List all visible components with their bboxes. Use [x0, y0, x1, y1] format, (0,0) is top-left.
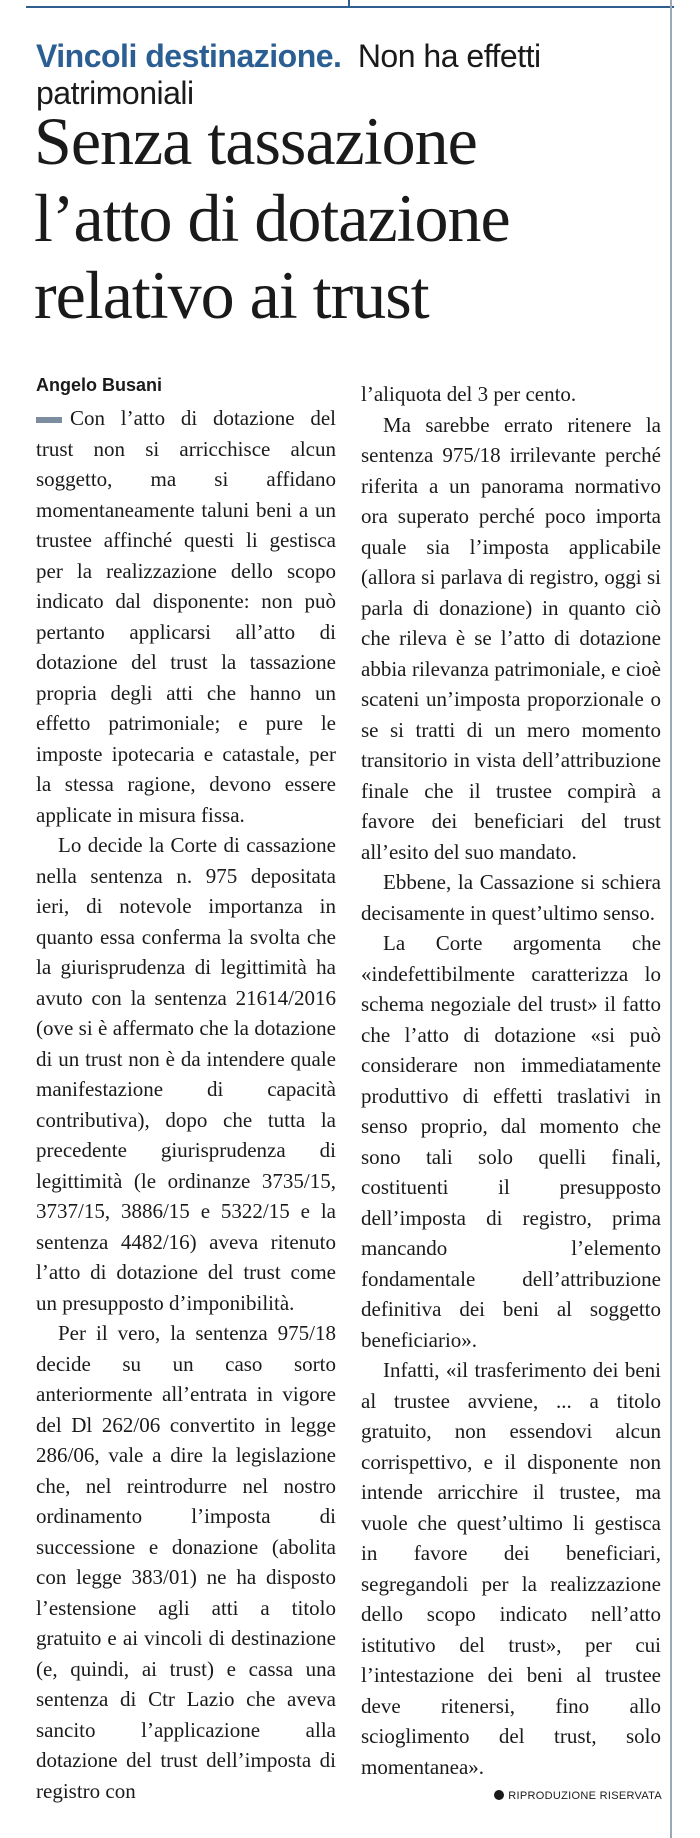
paragraph-text: Con l’atto di dotazione del trust non si arricchisce alcun soggetto, ma si affidano momentaneamente taluni beni a un trustee affinché questi li gestisca per la realizzazione dello scopo indicato dal disponente: non può pertanto applicarsi all’atto di dotazione del trust la tassazione propria degli atti che hanno un effetto patrimoniale; e pure le imposte ipotecaria e catastale, per la stessa ragione, devono essere applicate in misura fissa. [36, 406, 336, 827]
paragraph-continuation: l’aliquota del 3 per cento. [361, 382, 577, 406]
copyright-icon [494, 1790, 504, 1800]
paragraph: La Corte argomenta che «indefettibilmente caratterizza lo schema negoziale del trust» il fatto che l’atto di dotazione «si può considerare non immediatamente produttivo di effetti traslativi in senso proprio, dal momento che sono tali solo quelli finali, costituenti il presupposto dell’imposta di registro, prima mancando l’elemento fondamentale dell’attribuzione definitiva dei beni al soggetto beneficiario». [361, 931, 661, 1352]
left-column [36, 403, 336, 1806]
paragraph [36, 403, 336, 830]
paragraph: Ebbene, la Cassazione si schiera decisamente in quest’ultimo senso. [361, 870, 661, 925]
headline-line: relativo ai trust [34, 257, 429, 333]
byline: Angelo Busani [36, 375, 163, 395]
lead-marker [36, 417, 62, 423]
top-rule-tick [348, 0, 350, 7]
paragraph: Ma sarebbe errato ritenere la sentenza 975/18 irrilevante perché riferita a un panorama normativo ora superato perché poco importa quale sia l’imposta applicabile (allora si parlava di registro, oggi si parla di donazione) in quanto ciò che rileva è se l’atto di dotazione abbia rilevanza patrimoniale, e cioè scateni un’imposta proporzionale o se si tratti di un mero momento transitorio in vista dell’attribuzione finale che il trustee compirà a favore dei beneficiari del trust all’esito del suo mandato. [361, 412, 661, 864]
headline-line: l’atto di dotazione [34, 180, 510, 256]
column-rule [670, 0, 672, 1838]
copyright-notice [494, 1790, 662, 1802]
headline [34, 103, 654, 334]
top-rule [26, 6, 674, 8]
headline-line: Senza tassazione [34, 103, 477, 179]
right-column [361, 379, 661, 1782]
paragraph: Lo decide la Corte di cassazione nella sentenza n. 975 depositata ieri, di notevole importanza in quanto essa conferma la svolta che la giurisprudenza di legittimità ha avuto con la sentenza 21614/2016 (ove si è affermato che la dotazione di un trust non è da intendere quale manifestazione di capacità contributiva), dopo che tutta la precedente giurisprudenza di legittimità (le ordinanze 3735/15, 3737/15, 3886/15 e 5322/15 e la sentenza 4482/16) aveva ritenuto l’atto di dotazione del trust come un presupposto d’imponibilità. [36, 833, 336, 1315]
kicker [36, 38, 700, 112]
paragraph: Per il vero, la sentenza 975/18 decide su un caso sorto anteriormente all’entrata in vigore del Dl 262/06 convertito in legge 286/06, vale a dire la legislazione che, nel reintrodurre nel nostro ordinamento l’imposta di successione e donazione (abolita con legge 383/01) ne ha disposto l’estensione agli atti a titolo gratuito e ai vincoli di destinazione (e, quindi, ai trust) e cassa una sentenza di Ctr Lazio che aveva sancito l’applicazione alla dotazione del trust dell’imposta di registro con [36, 1321, 336, 1803]
paragraph: Infatti, «il trasferimento dei beni al trustee avviene, ... a titolo gratuito, non essendovi alcun corrispettivo, e il disponente non intende arricchire il trustee, ma vuole che quest’ultimo li gestisca in favore dei beneficiari, segregandoli per la realizzazione dello scopo indicato nell’atto istitutivo del trust», per cui l’intestazione dei beni al trustee deve ritenersi, fino allo scioglimento del trust, solo momentanea». [361, 1358, 661, 1779]
kicker-topic: Vincoli destinazione. [36, 38, 342, 74]
copyright-text: RIPRODUZIONE RISERVATA [508, 1790, 662, 1802]
kicker-subtitle: Non ha effetti patrimoniali [36, 38, 541, 111]
